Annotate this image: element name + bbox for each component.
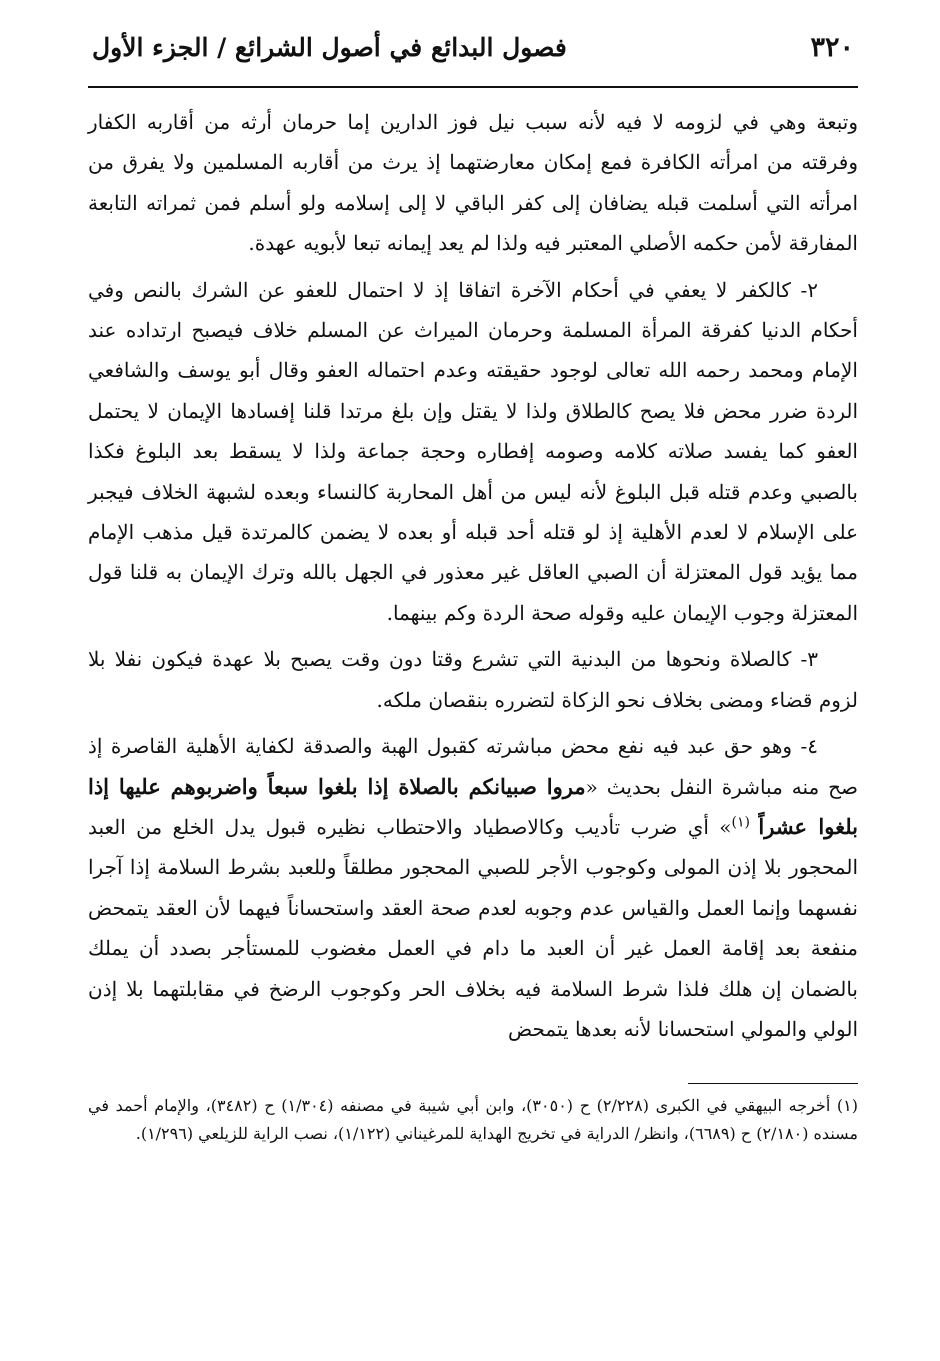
- footnote-1: (١) أخرجه البيهقي في الكبرى (٢/٢٢٨) ح (٣٠٥٠)، وابن أبي شيبة في مصنفه (١/٣٠٤) ح (٣٤٨٢)، والإمام أحمد في مسنده (٢/١٨٠) ح (٦٦٨٩)، وانظر/ الدراية في تخريج الهداية للمرغيناني (١/١٢٢)، نصب الراية للزيلعي (١/٢٩٦).: [88, 1096, 859, 1144]
- hadith-quote: مروا صبيانكم بالصلاة إذا بلغوا سبعاً واضربوهم عليها إذا بلغوا عشراً: [88, 773, 859, 839]
- page-number: ٣٢٠: [810, 32, 854, 63]
- page-header: [88, 28, 858, 80]
- footnote-rule: [688, 1083, 858, 1084]
- running-title: فصول البدائع في أصول الشرائع / الجزء الأول: [92, 33, 567, 62]
- paragraph-3: ٣- كالصلاة ونحوها من البدنية التي تشرع وقتا دون وقت يصبح بلا عهدة فيكون نفلا بلا لزوم قضاء ومضى بخلاف نحو الزكاة لتضرره بنقصان ملكه.: [88, 647, 858, 712]
- paragraph-4-tail: » أي ضرب تأديب وكالاصطياد والاحتطاب نظيره قبول يدل الخلع من العبد المحجور بلا إذن المولى وكوجوب الأجر للصبي المحجور مطلقاً وللعبد بشرط السلامة إذا آجرا نفسهما وإنما العمل والقياس عدم وجوبه لعدم صحة العقد واستحساناً فيهما لأن العقد يتمحض منفعة بعد إقامة العمل غير أن العبد ما دام في العمل مغضوب للمستأجر بصدد أن يملك بالضمان إن هلك فلذا شرط السلامة فيه بخلاف الحر وكوجوب الرضخ في مقابلتهما بلا إذن الولي والمولي استحسانا لأنه بعدها يتمحض: [88, 814, 858, 1041]
- paragraph-2: ٢- كالكفر لا يعفي في أحكام الآخرة اتفاقا إذ لا احتمال للعفو عن الشرك بالنص وفي أحكام الدنيا كفرقة المرأة المسلمة وحرمان الميراث عن المسلم خلاف فيصبح ارتداده عند الإمام ومحمد رحمه الله تعالى لوجود حقيقته وعدم احتماله العفو وقال أبو يوسف والشافعي الردة ضرر محض فلا يصح كالطلاق ولذا لا يقتل وإن بلغ مرتدا قلنا إفسادها الإيمان لا يحتمل العفو كما يفسد صلاته كلامه وصومه إفطاره وحجة جماعة ولذا لا يسقط بعد البلوغ فكذا بالصبي وعدم قتله قبل البلوغ لأنه ليس من أهل المحاربة كالنساء وبعده لشبهة الخلاف فيجبر على الإسلام لا لعدم الأهلية إذ لو قتله أحد قبله أو بعده لا يضمن كالمرتدة قيل مذهب الإمام مما يؤيد قول المعتزلة أن الصبي العاقل غير معذور في الجهل بالله وترك الإيمان به قلنا قول المعتزلة وجوب الإيمان عليه وقوله صحة الردة وكم بينهما.: [88, 277, 858, 625]
- paragraph-continuation: وتبعة وهي في لزومه لا فيه لأنه سبب نيل فوز الدارين إما حرمان أرثه من أقاربه الكفار وفرقته من امرأته الكافرة فمع إمكان معارضتهما إذ يرث من أقاربه المسلمين ولا يفرق من امرأته التي أسلمت قبله يضافان إلى كفر الباقي لا إلى إسلامه ولو أسلم فمن ثمراته التابعة المفارقة لأمن حكمه الأصلي المعتبر فيه ولذا لم يعد إيمانه تبعا لأبويه عهدة.: [88, 110, 858, 256]
- header-rule: [88, 86, 858, 88]
- paragraph-4-lead: ٤- وهو حق عبد فيه نفع محض مباشرته كقبول الهبة والصدقة لكفاية الأهلية القاصرة إذ صح منه مباشرة النفل بحديث «: [88, 734, 858, 799]
- paragraph-4: [88, 726, 858, 1049]
- footnote-ref-1: (١): [731, 814, 759, 831]
- main-text: [88, 102, 858, 1049]
